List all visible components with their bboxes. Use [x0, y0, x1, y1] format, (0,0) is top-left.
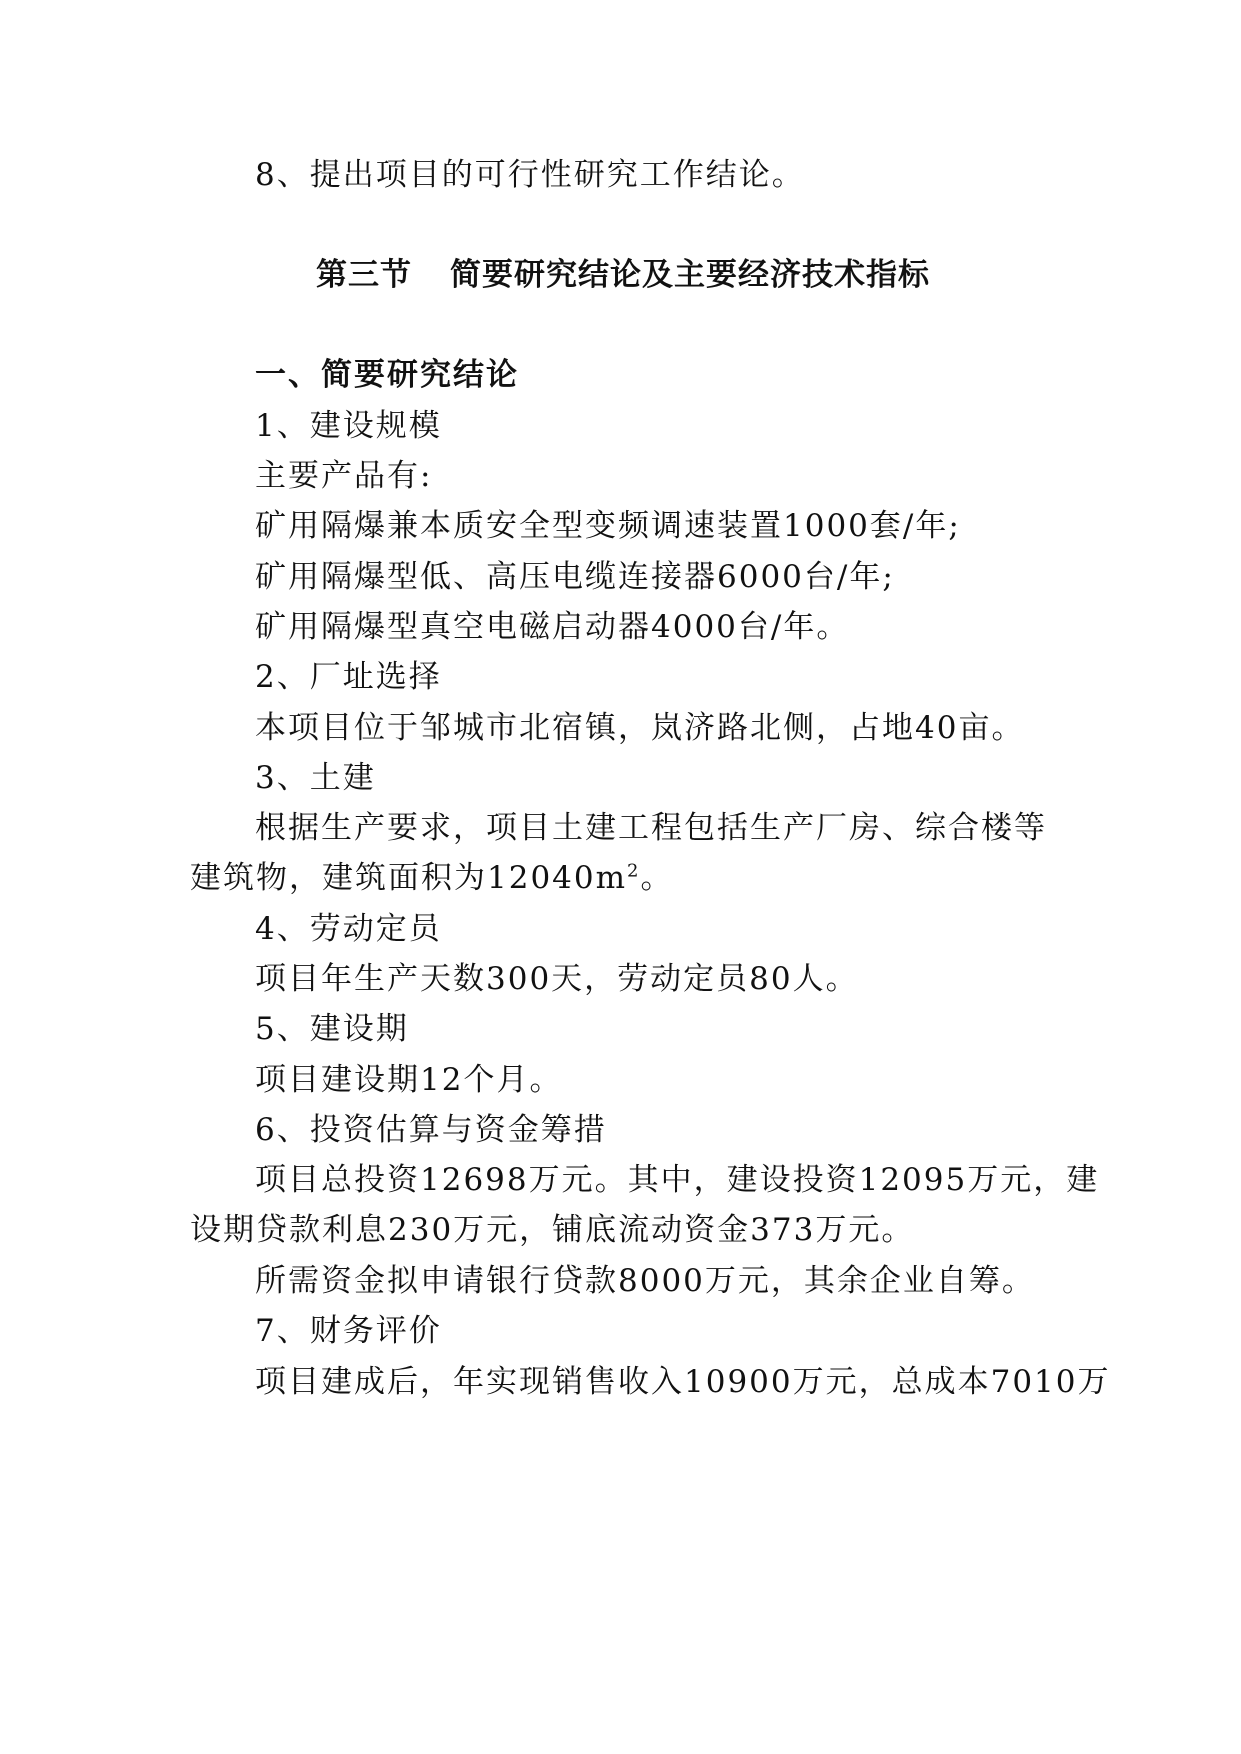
subsection-title-civil: 3、土建 — [255, 760, 376, 796]
construction-period-text: 项目建设期12个月。 — [255, 1062, 563, 1098]
section-number: 第三节 — [316, 257, 412, 293]
heading-brief-conclusion: 一、简要研究结论 — [255, 357, 519, 393]
financial-text-line-1: 项目建成后，年实现销售收入10900万元，总成本7010万 — [255, 1364, 1111, 1400]
product-line-3: 矿用隔爆型真空电磁启动器4000台/年。 — [255, 609, 850, 645]
staffing-text: 项目年生产天数300天，劳动定员80人。 — [255, 961, 859, 997]
product-line-2: 矿用隔爆型低、高压电缆连接器6000台/年; — [255, 559, 895, 595]
subsection-title-scale: 1、建设规模 — [255, 408, 442, 444]
subsection-title-investment: 6、投资估算与资金筹措 — [255, 1112, 607, 1148]
civil-area-text: 建筑物，建筑面积为12040m — [190, 860, 628, 896]
products-intro: 主要产品有: — [255, 458, 433, 494]
product-line-1: 矿用隔爆兼本质安全型变频调速装置1000套/年; — [255, 508, 961, 544]
civil-text-line-1: 根据生产要求，项目土建工程包括生产厂房、综合楼等 — [255, 810, 1047, 846]
site-text: 本项目位于邹城市北宿镇，岚济路北侧，占地40亩。 — [255, 710, 1025, 746]
area-unit-superscript: 2 — [627, 860, 641, 882]
civil-text-end: 。 — [640, 860, 674, 896]
subsection-title-construction-period: 5、建设期 — [255, 1011, 409, 1047]
section-title — [316, 255, 930, 295]
subsection-title-staffing: 4、劳动定员 — [255, 911, 442, 947]
civil-text-line-2 — [190, 858, 673, 898]
investment-text-line-1: 项目总投资12698万元。其中，建设投资12095万元，建 — [255, 1162, 1100, 1198]
funding-text: 所需资金拟申请银行贷款8000万元，其余企业自筹。 — [255, 1263, 1035, 1299]
investment-text-line-2: 设期贷款利息230万元，铺底流动资金373万元。 — [190, 1212, 915, 1248]
section-title-text: 简要研究结论及主要经济技术指标 — [450, 257, 930, 293]
subsection-title-financial: 7、财务评价 — [255, 1313, 442, 1349]
item-8-conclusion: 8、提出项目的可行性研究工作结论。 — [255, 157, 805, 193]
subsection-title-site: 2、厂址选择 — [255, 659, 442, 695]
